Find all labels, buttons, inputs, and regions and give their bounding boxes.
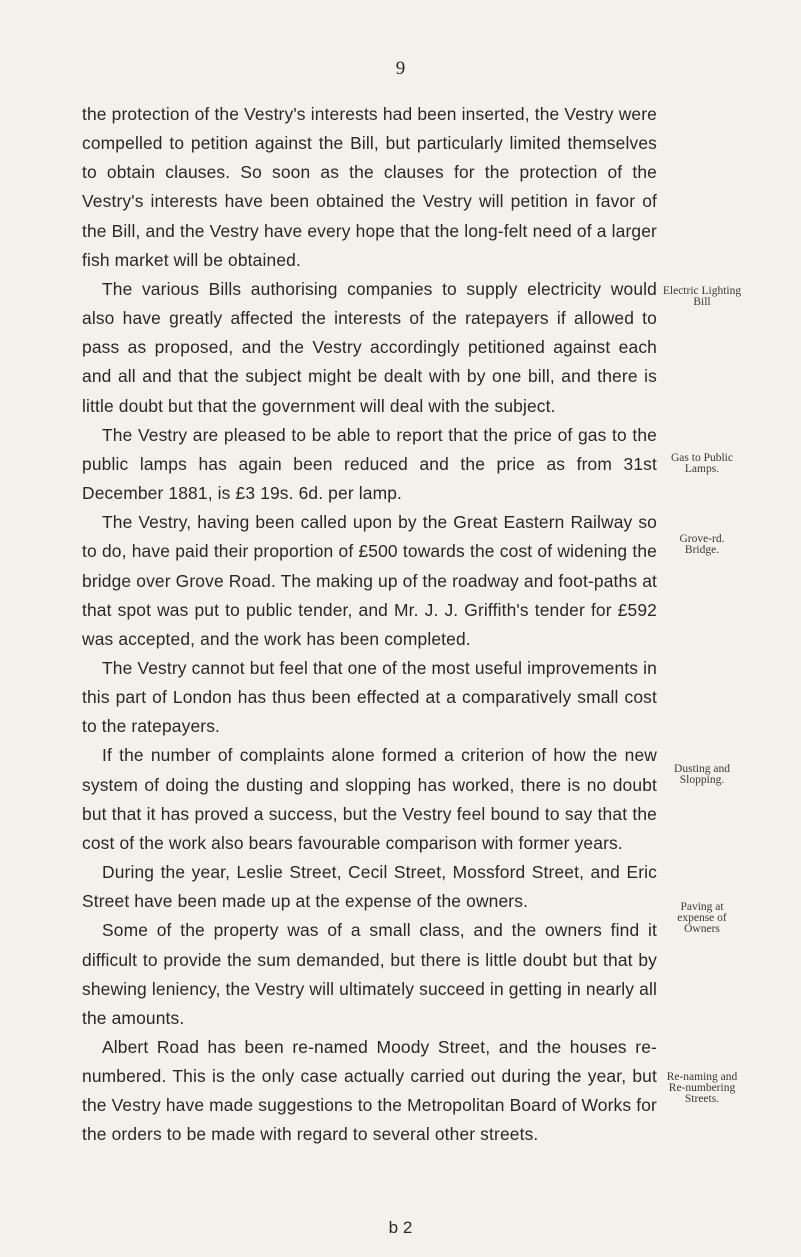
paragraph-renaming: Albert Road has been re-named Moody Street, and the houses re-numbered. This is the only case actually carried out during the year, but the Vestry have made suggestions to the Metropolitan Board of Works for the orders to be made with regard to several other streets.: [82, 1037, 657, 1145]
paragraph-grove-road-bridge: The Vestry, having been called upon by the Great Eastern Railway so to do, have paid their proportion of £500 towards the cost of widening the bridge over Grove Road. The making up of the roadway and foot-paths at that spot was put to public tender, and Mr. J. J. Griffith's tender for £592 was accepted, and the work has been completed.: [82, 512, 657, 649]
paragraph-electric-lighting: The various Bills authorising companies to supply electricity would also have greatly affected the interests of the ratepayers if allowed to pass as proposed, and the Vestry accordingly petitioned against each and all and that the subject might be dealt with by one bill, and there is little doubt but that the government will deal with the subject.: [82, 278, 657, 416]
main-text: [82, 100, 657, 1150]
sidenote-electric-lighting: Electric Lighting Bill: [662, 285, 742, 308]
sidenote-gas-lamps: Gas to Public Lamps.: [671, 452, 733, 475]
paragraph-improvements: The Vestry cannot but feel that one of the most useful improvements in this part of London has thus been effected at a comparatively small cost to the ratepayers.: [82, 657, 657, 737]
paragraph-gas-lamps: The Vestry are pleased to be able to report that the price of gas to the public lamps has again been reduced and the price as from 31st December 1881, is £3 19s. 6d. per lamp.: [82, 424, 657, 504]
page-number: 9: [395, 58, 406, 79]
paragraph-paving: During the year, Leslie Street, Cecil Street, Mossford Street, and Eric Street have been made up at the expense of the owners.: [82, 862, 657, 912]
page-signature: b 2: [388, 1218, 413, 1237]
paragraph-dusting-slopping: If the number of complaints alone formed a criterion of how the new system of doing the dusting and slopping has worked, there is no doubt but that it has proved a success, but the Vestry feel bound to say that the cost of the work also bears favourable comparison with former years.: [82, 745, 657, 853]
paragraph-property: Some of the property was of a small class, and the owners find it difficult to provide the sum demanded, but there is little doubt but that by shewing leniency, the Vestry will ultimately succeed in getting in nearly all the amounts.: [82, 920, 657, 1028]
paragraph-fish-market: the protection of the Vestry's interests had been inserted, the Vestry were compelled to petition against the Bill, but particularly limited themselves to obtain clauses. So soon as the clauses for the protection of the Vestry's interests have been obtained the Vestry will petition in favor of the Bill, and the Vestry have every hope that the long-felt need of a larger fish market will be obtained.: [82, 104, 657, 270]
sidenote-dusting: Dusting and Slopping.: [674, 763, 730, 786]
sidenote-paving: Paving at expense of Owners: [677, 901, 727, 935]
sidenote-grove-road: Grove-rd. Bridge.: [679, 533, 725, 556]
sidenote-renaming: Re-naming and Re-numbering Streets.: [666, 1071, 738, 1105]
